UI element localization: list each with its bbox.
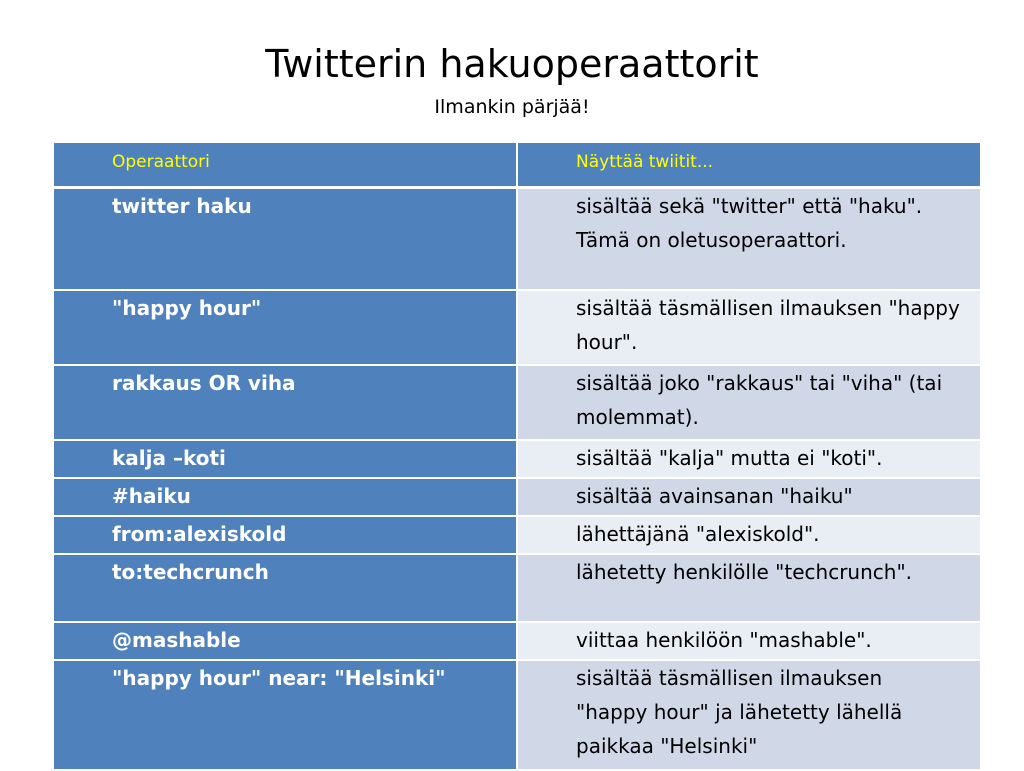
description-cell: lähetetty henkilölle "techcrunch". [517,554,981,622]
table-row [53,554,981,622]
operator-cell: @mashable [53,622,517,660]
description-cell: sisältää avainsanan "haiku" [517,478,981,516]
description-cell: sisältää joko "rakkaus" tai "viha" (tai molemmat). [517,365,981,440]
description-cell: sisältää "kalja" mutta ei "koti". [517,440,981,478]
operator-cell: kalja –koti [53,440,517,478]
table-row [53,660,981,770]
header-description: Näyttää twiitit... [517,142,981,188]
operator-cell: rakkaus OR viha [53,365,517,440]
header-operator: Operaattori [53,142,517,188]
description-cell: viittaa henkilöön "mashable". [517,622,981,660]
table-row [53,516,981,554]
operator-cell: "happy hour" near: "Helsinki" [53,660,517,770]
operator-cell: to:techcrunch [53,554,517,622]
operators-table [52,141,982,771]
table-header-row [53,142,981,188]
operator-cell: "happy hour" [53,290,517,365]
table-row [53,622,981,660]
table-row [53,188,981,290]
slide-title: Twitterin hakuoperaattorit [265,42,759,86]
description-cell: sisältää sekä "twitter" että "haku". Tämä on oletusoperaattori. [517,188,981,290]
slide-subtitle: Ilmankin pärjää! [434,96,590,118]
operator-cell: from:alexiskold [53,516,517,554]
table-row [53,365,981,440]
operator-cell: #haiku [53,478,517,516]
operator-cell: twitter haku [53,188,517,290]
table-row [53,440,981,478]
description-cell: sisältää täsmällisen ilmauksen "happy hour" ja lähetetty lähellä paikkaa "Helsinki" [517,660,981,770]
table-row [53,290,981,365]
description-cell: sisältää täsmällisen ilmauksen "happy hour". [517,290,981,365]
table-row [53,478,981,516]
description-cell: lähettäjänä "alexiskold". [517,516,981,554]
